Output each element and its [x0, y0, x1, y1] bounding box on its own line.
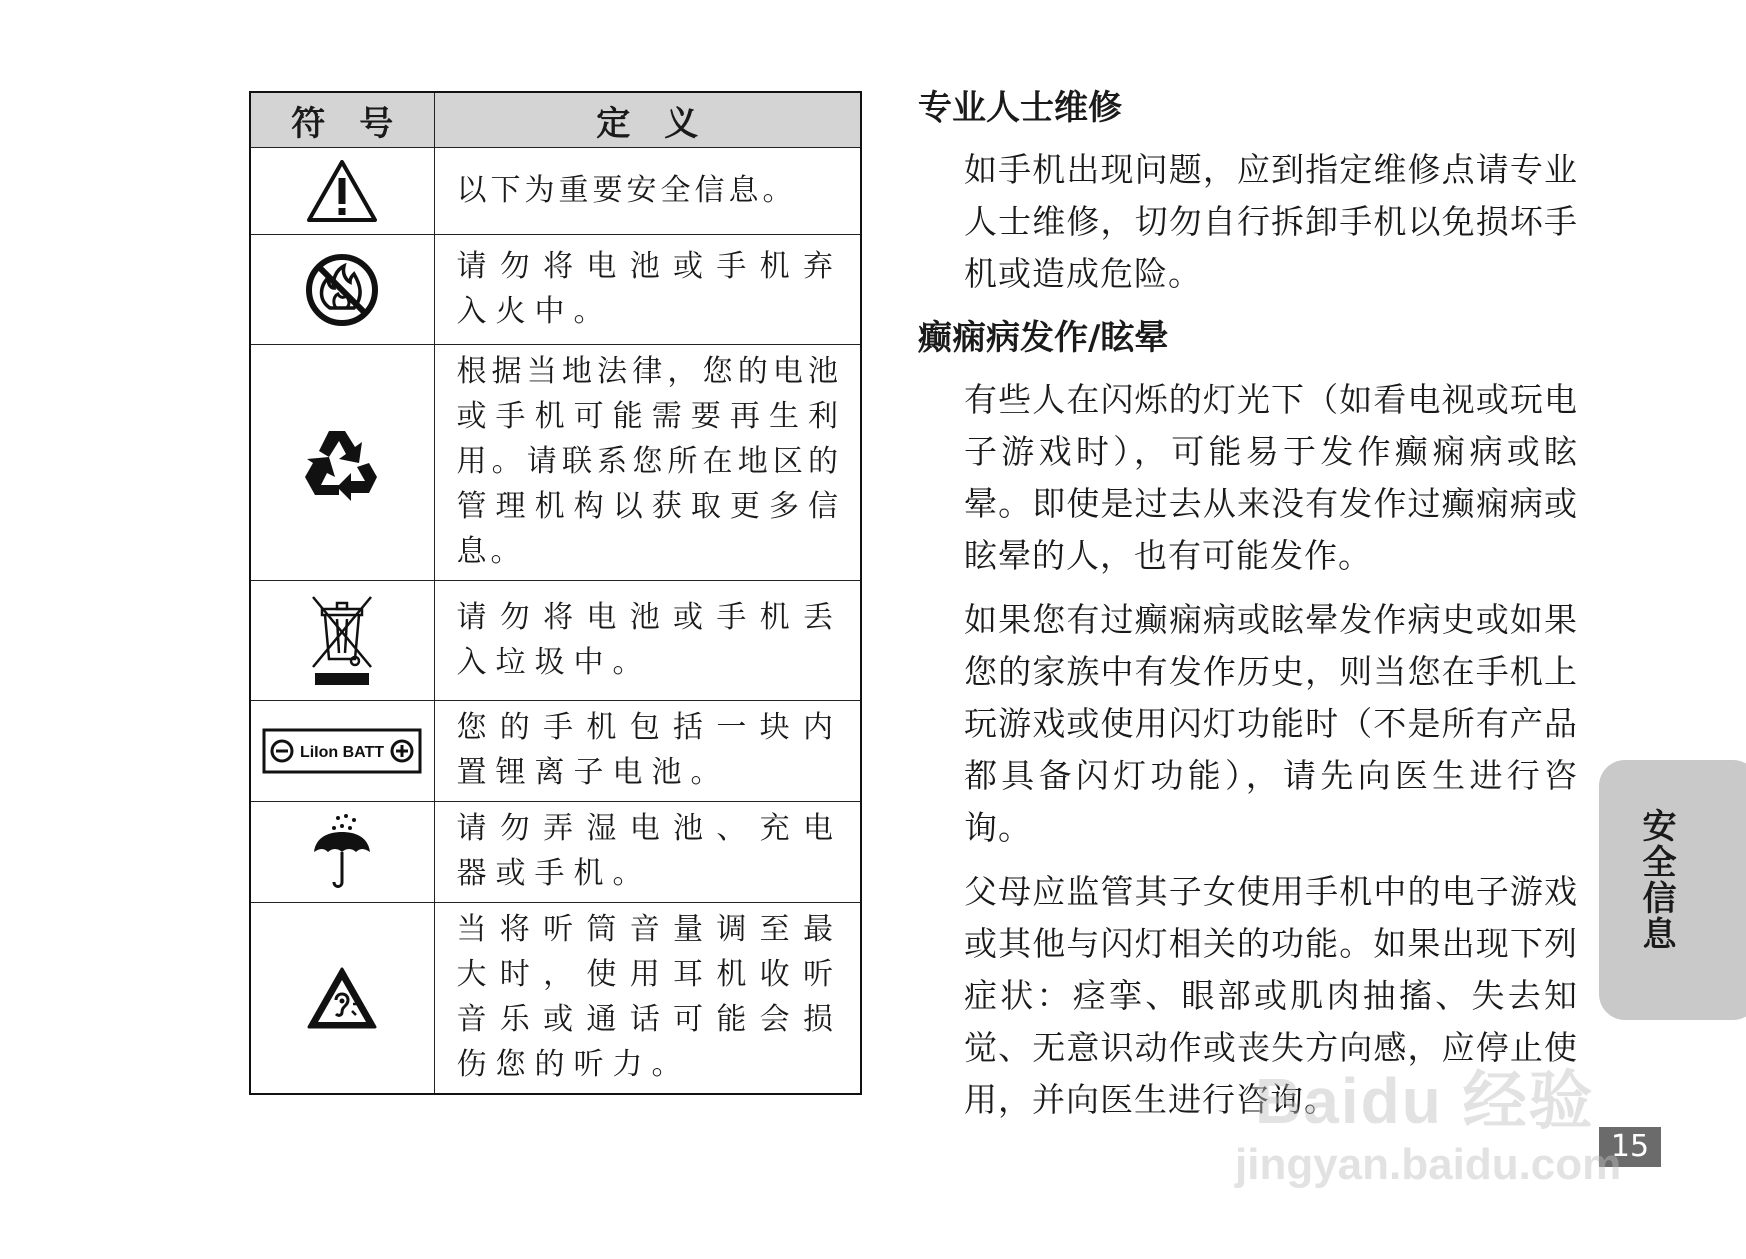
table-row [250, 903, 861, 1095]
li-ion-battery-icon [262, 728, 422, 774]
icon-cell [250, 581, 434, 701]
row-text: 请勿将电池或手机弃入火中。 [434, 235, 861, 345]
row-text: 您的手机包括一块内置锂离子电池。 [434, 701, 861, 802]
row-text: 请勿将电池或手机丢入垃圾中。 [434, 581, 861, 701]
icon-cell [250, 701, 434, 802]
row-text: 请勿弄湿电池、充电器或手机。 [434, 802, 861, 903]
umbrella-rain-icon [310, 812, 374, 892]
table-row [250, 802, 861, 903]
section-heading-repair: 专业人士维修 [918, 88, 1122, 128]
no-trash-bin-icon [307, 593, 377, 689]
watermark-url: jingyan.baidu.com [1235, 1140, 1622, 1189]
recycle-icon [299, 423, 385, 503]
icon-cell [250, 235, 434, 345]
paragraph-repair: 如手机出现问题，应到指定维修点请专业人士维修，切勿自行拆卸手机以免损坏手机或造成危险。 [964, 150, 1578, 293]
table-row [250, 235, 861, 345]
battery-icon-label: LiIon BATT [300, 744, 385, 761]
icon-cell [250, 148, 434, 235]
chapter-tab-label: 安全信息 [1636, 808, 1676, 952]
icon-cell [250, 345, 434, 581]
hearing-warning-icon [306, 966, 378, 1030]
watermark-logo-text: Baidu 经验 [1255, 1065, 1595, 1137]
table-row [250, 148, 861, 235]
paragraph-epilepsy-3: 父母应监管其子女使用手机中的电子游戏或其他与闪灯相关的功能。如果出现下列症状：痉挛、眼部或肌肉抽搐、失去知觉、无意识动作或丧失方向感，应停止使用，并向医生进行咨询。 [964, 872, 1578, 1119]
paragraph-epilepsy-1: 有些人在闪烁的灯光下（如看电视或玩电子游戏时），可能易于发作癫痫病或眩晕。即使是过去从来没有发作过癫痫病或眩晕的人，也有可能发作。 [964, 380, 1578, 575]
row-text: 以下为重要安全信息。 [434, 148, 861, 235]
page-number: 15 [1599, 1127, 1661, 1167]
icon-cell [250, 903, 434, 1095]
row-text: 根据当地法律，您的电池或手机可能需要再生利用。请联系您所在地区的管理机构以获取更多信息。 [434, 345, 861, 581]
table-row [250, 581, 861, 701]
icon-cell [250, 802, 434, 903]
paragraph-epilepsy-2: 如果您有过癫痫病或眩晕发作病史或如果您的家族中有发作历史，则当您在手机上玩游戏或使用闪灯功能时（不是所有产品都具备闪灯功能），请先向医生进行咨询。 [964, 600, 1578, 847]
symbol-table [249, 91, 862, 1095]
row-text: 当将听筒音量调至最大时，使用耳机收听音乐或通话可能会损伤您的听力。 [434, 903, 861, 1095]
header-symbol: 符 号 [250, 92, 434, 148]
section-heading-epilepsy: 癫痫病发作/眩晕 [918, 318, 1169, 358]
no-fire-icon [304, 252, 380, 328]
warning-triangle-icon [306, 158, 378, 224]
safety-text-column [918, 82, 1578, 1138]
table-row [250, 701, 861, 802]
table-header-row [250, 92, 861, 148]
table-row [250, 345, 861, 581]
header-definition: 定 义 [434, 92, 861, 148]
